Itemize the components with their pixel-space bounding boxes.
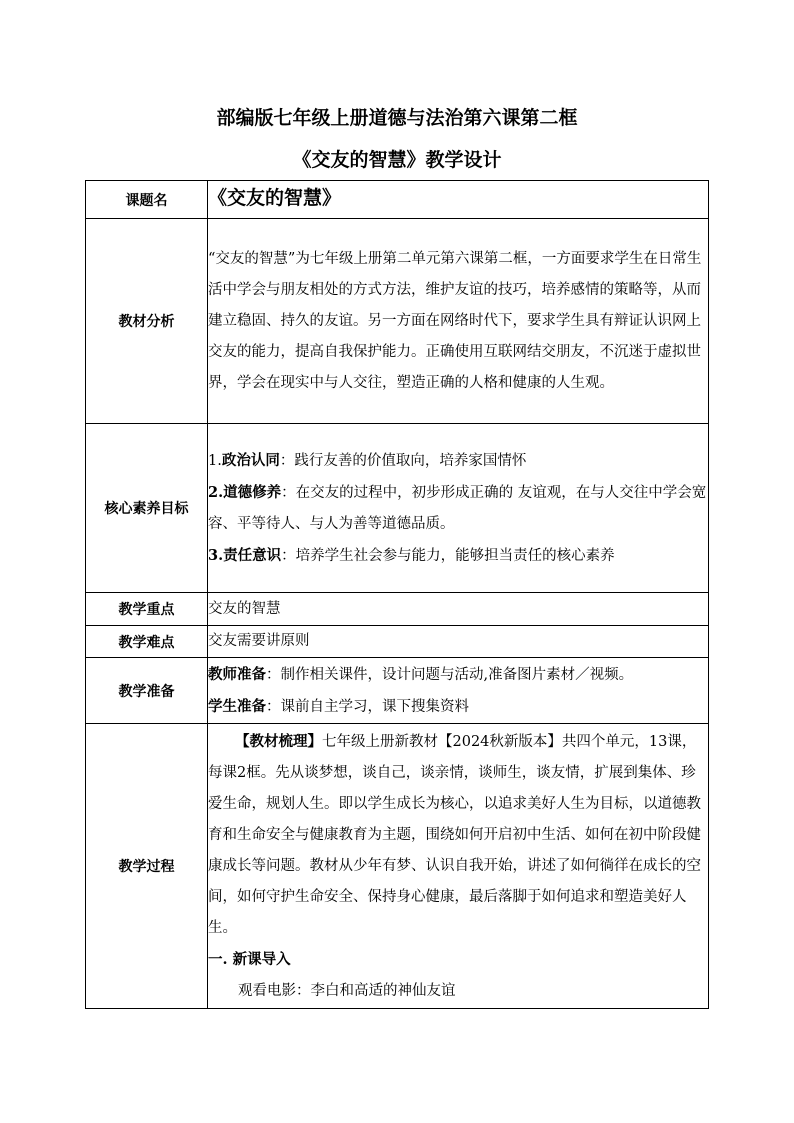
table-row-analysis [86, 219, 709, 424]
value-process [208, 724, 709, 1009]
goal-2-text: ：在交友的过程中，初步形成正确的 友谊观，在与人交往中学会宽容、平等待人、与人为善等道德品质。 [208, 484, 707, 532]
label-analysis: 教材分析 [86, 219, 208, 424]
value-goals [208, 424, 709, 593]
process-intro-head: 【教材梳理】 [235, 732, 322, 750]
prep-teacher: 教师准备：制作相关课件，设计问题与活动,准备图片素材／视频。 [208, 665, 634, 683]
goal-3-text: ：培养学生社会参与能力，能够担当责任的核心素养 [281, 547, 615, 564]
process-intro [208, 726, 708, 944]
label-difficulty: 教学难点 [86, 626, 208, 658]
value-focus: 交友的智慧 [208, 593, 709, 626]
value-topic [208, 181, 709, 219]
goal-2-head: 道德修养 [223, 483, 282, 501]
table-row-difficulty [86, 626, 709, 658]
process-intro-text: 七年级上册新教材【2024秋新版本】共四个单元，13课， 每课2框。先从谈梦想，谈自己，谈亲情，谈师生，谈友情，扩展到集体、珍爱生命，规划人生。即以学生成长为核心，以追求美好人生为目标，以道德教育和生命安全与健康教育为主题，围绕如何开启初中生活、如何在初中阶段健康成长等问题。教材从少年有梦、认识自我开始，讲述了如何徜徉在成长的空间，如何守护生命安全、保持身心健康，最后落脚于如何追求和塑造美好人生。 [208, 733, 701, 936]
label-topic: 课题名 [86, 181, 208, 219]
goal-1-head: 政治认同 [221, 451, 280, 469]
table-row-focus [86, 593, 709, 626]
goal-1-text: ：践行友善的价值取向，培养家国情怀 [279, 452, 527, 469]
process-section-item: 观看电影：李白和高适的神仙友谊 [238, 982, 456, 999]
table-row-goals [86, 424, 709, 593]
value-prep [208, 658, 709, 724]
analysis-text: “交友的智慧”为七年级上册第二单元第六课第二框，一方面要求学生在日常生活中学会与朋友相处的方式方法，维护友谊的技巧，培养感情的策略等，从而建立稳固、持久的友谊。另一方面在网络时代下，要求学生具有辩证认识网上交友的能力，提高自我保护能力。正确使用互联网结交朋友，不沉迷于虚拟世界，学会在现实中与人交往，塑造正确的人格和健康的人生观。 [208, 250, 702, 391]
document-title-line1: 部编版七年级上册道德与法治第六课第二框 [216, 107, 578, 129]
label-prep: 教学准备 [86, 658, 208, 724]
table-row-topic [86, 181, 709, 219]
process-section-head: 一. 新课导入 [208, 950, 291, 968]
document-title-line2: 《交友的智慧》教学设计 [292, 149, 502, 171]
table-row-prep [86, 658, 709, 724]
lesson-plan-table [85, 180, 709, 1009]
topic-title: 《交友的智慧》 [208, 186, 342, 209]
goal-item-2: 2.道德修养：在交友的过程中，初步形成正确的 友谊观，在与人交往中学会宽容、平等待人、与人为善等道德品质。 [208, 483, 707, 532]
table-row-process [86, 724, 709, 1009]
label-process: 教学过程 [86, 724, 208, 1009]
prep-student: 学生准备：课前自主学习，课下搜集资料 [208, 697, 469, 715]
goal-item-3: 3.责任意识：培养学生社会参与能力，能够担当责任的核心素养 [208, 546, 615, 564]
value-analysis [208, 219, 709, 424]
goal-3-head: 责任意识 [223, 546, 282, 564]
value-difficulty: 交友需要讲原则 [208, 626, 709, 658]
label-goals: 核心素养目标 [86, 424, 208, 593]
goal-item-1: 1.政治认同：践行友善的价值取向，培养家国情怀 [208, 451, 527, 469]
label-focus: 教学重点 [86, 593, 208, 626]
